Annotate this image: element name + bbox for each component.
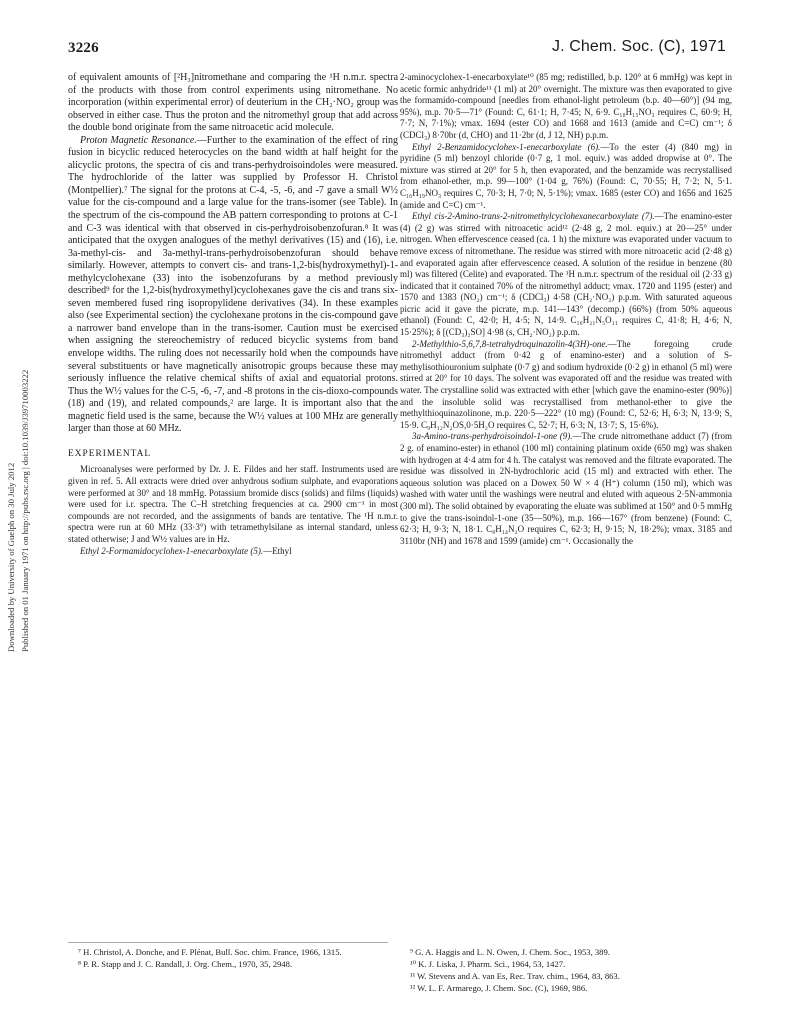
footnotes-right [400, 942, 732, 995]
paragraph-nitromethyl [400, 211, 732, 339]
paragraph-methods: Microanalyses were performed by Dr. J. E. Fildes and her staff. Instruments used are given in ref. 5. All extracts were dried over anhydrous sodium sulphate, and evaporations were performed at 30° and 18 mmHg. Potassium bromide discs (solids) and films (liquids) were used for i.r. spectra. The C–H stretching frequencies at ca. 2900 cm⁻¹ in most compounds are not recorded, and the assignments of bands are tentative. The ¹H n.m.r. spectra were run at 60 MHz (33·3°) with tetramethylsilane as internal standard, unless stated otherwise; J and W½ values are in Hz. [68, 464, 398, 544]
compound-7-heading: Ethyl cis-2-Amino-trans-2-nitromethylcyclohexanecarboxylate (7). [412, 211, 655, 222]
paragraph-methylthio [400, 339, 732, 432]
paragraph-ethyl-formamido-start [68, 546, 398, 558]
paragraph-benzamido [400, 142, 732, 212]
footnote-10: ¹⁰ K. J. Liska, J. Pharm. Sci., 1964, 53, 1427. [410, 959, 566, 969]
footnote-7: ⁷ H. Christol, A. Donche, and F. Plénat, Bull. Soc. chim. France, 1966, 1315. [78, 947, 342, 957]
left-column [68, 72, 398, 557]
download-watermark [4, 262, 40, 652]
publication-note: Published on 01 January 1971 on http://pubs.rsc.org | doi:10.1039/J39710003222 [20, 369, 30, 652]
paragraph-deuterium: of equivalent amounts of [²H₃]nitromethane and comparing the ¹H n.m.r. spectra of the products with those from control experiments using nitromethane. No incorporation (within experimental error) of deuterium in the CH₂·NO₂ group was observed in either case. Thus the proton and the nitromethyl group that add across the double bond originate from the same nitroacetic acid molecule. [68, 72, 398, 134]
journal-header: J. Chem. Soc. (C), 1971 [552, 38, 726, 55]
compound-5-text: —Ethyl [263, 545, 292, 556]
compound-9-text: —The crude nitromethane adduct (7) (from 2 g. of enamino-ester) in ethanol (100 ml) containing platinum oxide (650 mg) was shaken with hydrogen at 4·4 atm for 4 h. The catalyst was removed and the filtrate evaporated. The residue was dissolved in 2N-hydrochloric acid (15 ml) and extracted with ether. The aqueous solution was placed on a Dowex 50 W × 4 (H⁺) column (150 ml), which was washed with water until the washings were neutral and eluted with aqueous 2·5N-ammonia (300 ml). The solid obtained by evaporating the eluate was sublimed at 150° and 0·5 mmHg to give the trans-isoindol-1-one (35—50%), m.p. 166—167° (from benzene) (Found: C, 62·3; H, 9·3; N, 18·1. C₈H₁₄N₂O requires C, 62·3; H, 9·15; N, 18·2%); νmax. 3185 and 3110br (NH) and 1678 and 1599 (amide) cm⁻¹. Occasionally the [400, 431, 733, 546]
compound-5-heading: Ethyl 2-Formamidocyclohex-1-enecarboxylate (5). [80, 545, 264, 556]
paragraph-pmr [68, 135, 398, 436]
paragraph-isoindolone [400, 431, 732, 547]
compound-9-heading: 3a-Amino-trans-perhydroisoindol-1-one (9). [412, 431, 573, 442]
quinazolinone-heading: 2-Methylthio-5,6,7,8-tetrahydroquinazolin-4(3H)-one. [412, 338, 608, 349]
footnote-12: ¹² W. L. F. Armarego, J. Chem. Soc. (C), 1969, 986. [410, 983, 588, 993]
footnote-8: ⁸ P. R. Stapp and J. C. Randall, J. Org. Chem., 1970, 35, 2948. [78, 959, 293, 969]
right-column [400, 72, 732, 547]
paragraph-formamido: 2-aminocyclohex-1-enecarboxylate¹⁰ (85 mg; redistilled, b.p. 120° at 6 mmHg) was kept in acetic formic anhydride¹¹ (1 ml) at 20° overnight. The mixture was then evaporated to give the formamido-compound [needles from ethanol-light petroleum (b.p. 40—60°)] (94 mg, 95%), m.p. 70·5—71° (Found: C, 61·1; H, 7·45; N, 6·9. C₁₀H₁₅NO₃ requires C, 60·9; H, 7·7; N, 7·1%); νmax. 1694 (ester CO) and 1668 and 1613 (amide and C=C) cm⁻¹; δ (CDCl₃) 8·70br (d, CHO) and 11·2br (d, J 12, NH) p.p.m. [400, 72, 732, 140]
compound-7-text: —The enamino-ester (4) (2 g) was stirred with nitroacetic acid¹² (2·48 g, 2 mol. equiv.) at 20—25° under nitrogen. When effervescence ceased (ca. 1 h) the mixture was evaporated under vacuum to remove excess of nitromethane. The residue was stirred with more nitroacetic acid (2·48 g) and evaporated again after effervescence ceased. A solution of the residue in benzene (80 ml) was filtered (Celite) and evaporated. The ¹H n.m.r. spectrum of the residual oil (2·33 g) indicated that it contained 70% of the nitromethyl adduct; νmax. 1720 and 1195 (ester) and 1570 and 1383 (NO₂) cm⁻¹; δ (CDCl₃) 4·58 (CH₂·NO₂) p.p.m. With saturated aqueous picric acid it gave the picrate, m.p. 141—143° (decomp.) (66%) (from 50% aqueous ethanol) (Found: C, 42·0; H, 4·5; N, 14·9. C₁₆H₂₁N₅O₁₁ requires C, 41·8; H, 4·6; N, 15·25%); δ [(CD₃)₂SO] 4·98 (s, CH₂·NO₂) p.p.m. [400, 211, 732, 338]
footnote-11: ¹¹ W. Stevens and A. van Es, Rec. Trav. chim., 1964, 83, 863. [410, 971, 620, 981]
pmr-text: —Further to the examination of the effect of ring fusion in bicyclic reduced heterocycles on the band width at half height for the alicyclic protons, the spectra of cis and trans-perhydroisoindoles were measured. The hydrochloride of the latter was supplied by Professor H. Christol (Montpellier).⁷ The signal for the protons at C-4, -5, -6, and -7 gave a small W½ value for the cis-compound and a large value for the trans-isomer (see Table). In the spectrum of the cis-compound the AB pattern corresponding to protons at C-1 and C-3 was identical with that observed in cis-perhydroisobenzofuran.⁸ It was anticipated that the oxygen analogues of the methyl derivatives (15) and (16), i.e. 3a-methyl-cis- and 3a-methyl-trans-perhydroisobenzofuran should behave similarly. However, attempts to convert cis- and trans-1,2-bis(hydroxymethyl)-1-methylcyclohexane (33) into the isobenzofurans by a method previously described⁹ for the 1,2-bis(hydroxymethyl)cyclohexanes gave the cis and trans six-seven membered fused ring isopropylidene derivatives (34). In these examples also (see Experimental section) the cyclohexane protons in the cis-compound gave a narrower band envelope than in the trans-isomer. Caution must be exercised when assigning the stereochemistry of reduced bicyclic systems from band envelope widths. The ruling does not necessarily hold when the compounds have several substituents or have magnetically anisotropic groups because these may seriously influence the relative chemical shifts of axial and equatorial protons. Thus the W½ values for the C-5, -6, -7, and -8 protons in the cis-dioxo-compounds (18) and (19), and related compounds,² are large. It is important also that the magnetic field used is the same, because the W½ values at 100 MHz are generally larger than those at 60 MHz. [68, 134, 398, 435]
footnotes-left [68, 942, 388, 971]
compound-6-heading: Ethyl 2-Benzamidocyclohex-1-enecarboxylate (6). [412, 141, 601, 152]
quinazolinone-text: —The foregoing crude nitromethyl adduct (from 0·42 g of enamino-ester) and a solution of S-methylisothiouronium sulphate (0·7 g) and sodium hydroxide (0·2 g) in ethanol (5 ml) were stirred at 20° for 10 days. The solvent was evaporated off and the residue was treated with water. The crystalline solid was extracted with ether [which gave the enamino-ester (90%)] and the insoluble solid was recrystallised from methanol-ether to give the methylthioquinazolinone, m.p. 220·5—222° (10 mg) (Found: C, 52·6; H, 6·3; N, 13·9; S, 15·9. C₉H₁₂N₂OS,0·5H₂O requires C, 52·7; H, 6·3; N, 13·7; S, 15·6%). [400, 338, 732, 430]
page-number: 3226 [68, 40, 99, 56]
footnote-9: ⁹ G. A. Haggis and L. N. Owen, J. Chem. Soc., 1953, 389. [410, 947, 610, 957]
pmr-heading: Proton Magnetic Resonance. [80, 134, 197, 146]
experimental-heading: EXPERIMENTAL [68, 448, 152, 459]
compound-6-text: —To the ester (4) (840 mg) in pyridine (5 ml) benzoyl chloride (0·7 g, 1 mol. equiv.) was added dropwise at 0°. The mixture was stirred at 20° for 5 h, then evaporated, and the benzamide was recrystallised from ethanol-ether, m.p. 99—100° (1·04 g, 76%) (Found: C, 70·55; H, 7·2; N, 5·1. C₁₆H₁₉NO₃ requires C, 70·3; H, 7·0; N, 5·1%); νmax. 1685 (ester CO) and 1656 and 1625 (amide and C=C) cm⁻¹. [400, 141, 733, 210]
download-note: Downloaded by University of Guelph on 30 July 2012 [6, 462, 16, 652]
